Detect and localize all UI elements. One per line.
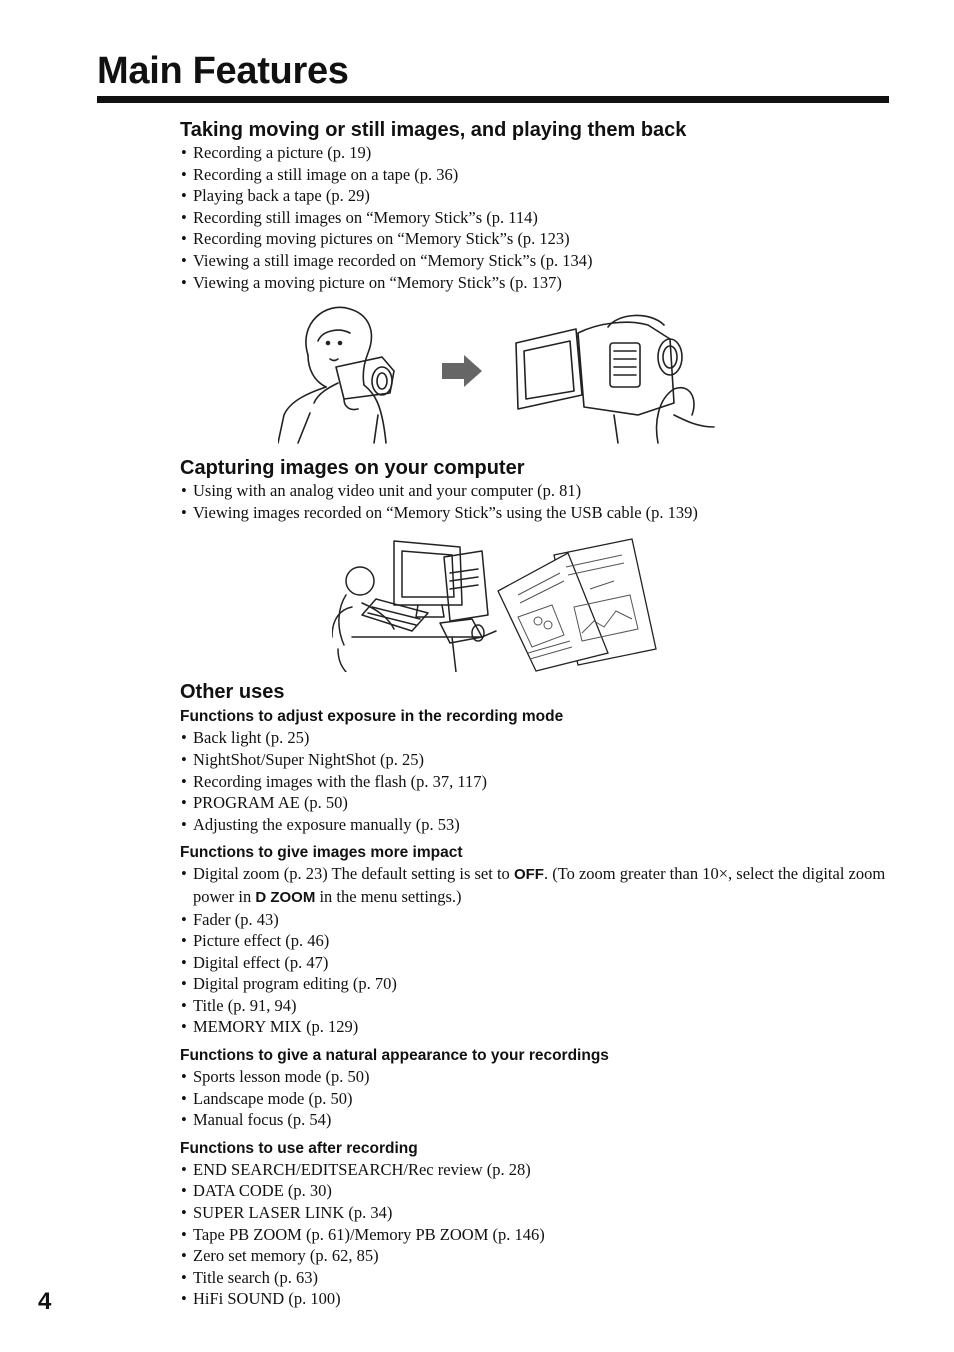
list-item: • Digital program editing (p. 70) (180, 973, 890, 995)
group-heading: Functions to give images more impact (180, 844, 463, 862)
list-item: • Back light (p. 25) (180, 727, 890, 749)
camcorder-illustration (278, 303, 818, 448)
item-text: Digital zoom (p. 23) The default setting is set to (193, 864, 514, 884)
section-heading: Capturing images on your computer (180, 457, 525, 480)
section-other-uses (180, 680, 890, 1310)
list-item-digital-zoom (180, 863, 890, 908)
list-item: • NightShot/Super NightShot (p. 25) (180, 749, 890, 771)
keyword-off: OFF (513, 866, 544, 884)
group-natural (180, 1045, 890, 1131)
feature-list (180, 863, 890, 1038)
list-item: • Title (p. 91, 94) (180, 995, 890, 1017)
feature-list (180, 480, 890, 523)
right-arrow-icon (442, 355, 482, 387)
list-item: • PROGRAM AE (p. 50) (180, 792, 890, 814)
list-item: • Digital effect (p. 47) (180, 952, 890, 974)
list-item: • SUPER LASER LINK (p. 34) (180, 1202, 890, 1224)
group-after-recording (180, 1138, 890, 1310)
list-item: • Recording a picture (p. 19) (180, 142, 890, 164)
list-item: • Viewing a moving picture on “Memory Stick”s (p. 137) (180, 272, 890, 294)
feature-list (180, 142, 890, 293)
section-heading: Other uses (180, 681, 285, 704)
list-item: • Zero set memory (p. 62, 85) (180, 1245, 890, 1267)
keyword-d-zoom: D ZOOM (255, 888, 316, 906)
list-item: • Landscape mode (p. 50) (180, 1088, 890, 1110)
list-item: • Recording still images on “Memory Stick”s (p. 114) (180, 207, 890, 229)
list-item: • Tape PB ZOOM (p. 61)/Memory PB ZOOM (p. 146) (180, 1224, 890, 1246)
computer-illustration (332, 537, 812, 672)
list-item: • Adjusting the exposure manually (p. 53) (180, 814, 890, 836)
list-item: • Playing back a tape (p. 29) (180, 185, 890, 207)
feature-list (180, 1066, 890, 1131)
list-item: • Fader (p. 43) (180, 909, 890, 931)
item-text: . (To zoom greater than 10×, select the digital zoom power in (193, 864, 886, 906)
list-item: • Picture effect (p. 46) (180, 930, 890, 952)
list-item: • Recording images with the flash (p. 37, 117) (180, 771, 890, 793)
main-content (180, 118, 890, 1310)
feature-list (180, 1159, 890, 1310)
list-item: • HiFi SOUND (p. 100) (180, 1288, 890, 1310)
group-exposure (180, 706, 890, 835)
page-number: 4 (38, 1288, 52, 1315)
feature-list (180, 727, 890, 835)
list-item: • Viewing images recorded on “Memory Stick”s using the USB cable (p. 139) (180, 502, 890, 524)
list-item: • Sports lesson mode (p. 50) (180, 1066, 890, 1088)
list-item: • Recording moving pictures on “Memory Stick”s (p. 123) (180, 228, 890, 250)
group-heading: Functions to use after recording (180, 1139, 418, 1157)
list-item: • DATA CODE (p. 30) (180, 1180, 890, 1202)
page-title: Main Features (97, 50, 349, 92)
title-rule (97, 96, 889, 103)
list-item: • END SEARCH/EDITSEARCH/Rec review (p. 28) (180, 1159, 890, 1181)
list-item: • Manual focus (p. 54) (180, 1109, 890, 1131)
list-item: • Viewing a still image recorded on “Memory Stick”s (p. 134) (180, 250, 890, 272)
group-heading: Functions to give a natural appearance to your recordings (180, 1047, 609, 1065)
group-heading: Functions to adjust exposure in the recording mode (180, 708, 564, 726)
item-text: in the menu settings.) (315, 886, 462, 906)
list-item: • Title search (p. 63) (180, 1267, 890, 1289)
list-item: • Recording a still image on a tape (p. 36) (180, 164, 890, 186)
list-item: • MEMORY MIX (p. 129) (180, 1016, 890, 1038)
section-taking-images (180, 118, 890, 448)
section-heading: Taking moving or still images, and playing them back (180, 119, 687, 141)
section-capturing (180, 456, 890, 672)
group-impact (180, 842, 890, 1038)
list-item: • Using with an analog video unit and your computer (p. 81) (180, 480, 890, 502)
